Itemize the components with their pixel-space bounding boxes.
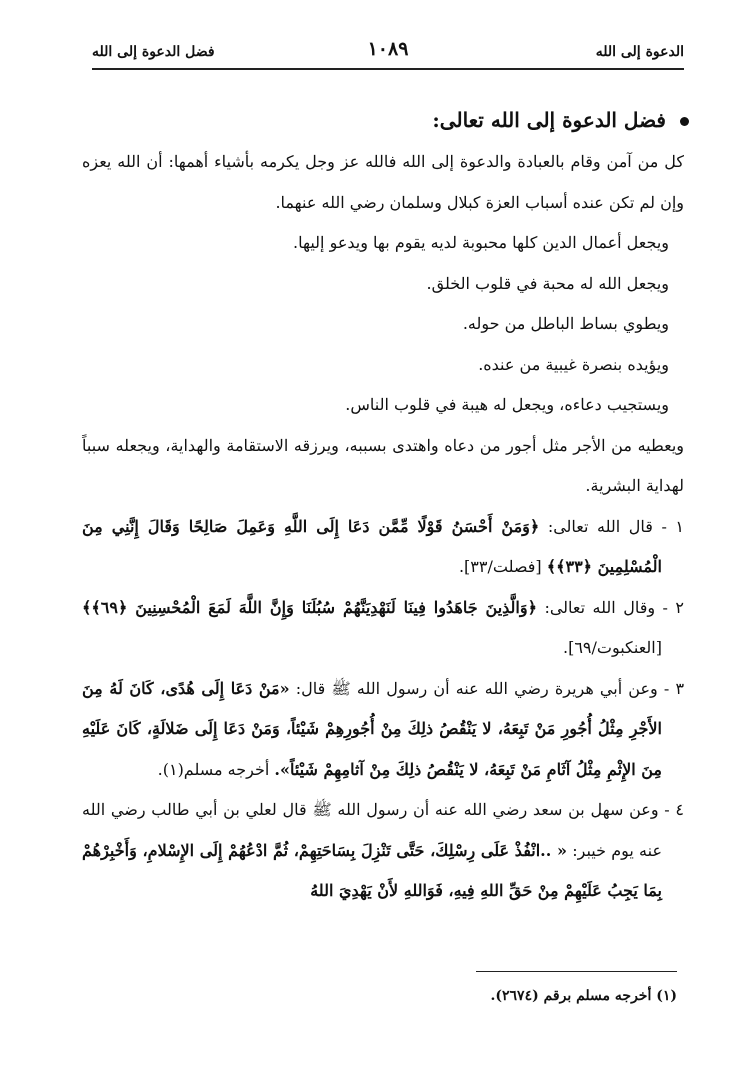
header-section-title: فضل الدعوة إلى الله <box>92 44 215 60</box>
page-number: ١٠٨٩ <box>367 38 409 60</box>
item-number: ٣ - <box>657 678 685 698</box>
list-item <box>82 588 684 669</box>
item-number: ٤ - <box>658 800 685 819</box>
list-item <box>82 669 684 791</box>
section-heading: فضل الدعوة إلى الله تعالى: <box>82 98 689 142</box>
paragraph: ويعطيه من الأجر مثل أجور من دعاه واهتدى بسببه، ويرزقه الاستقامة والهداية، ويجعله سبباً لهداية البشرية. <box>82 435 684 495</box>
header-rule <box>92 68 684 70</box>
paragraph: ويطوي بساط الباطل من حوله. <box>462 314 669 333</box>
item-reference: [العنكبوت/٦٩]. <box>562 638 662 657</box>
item-lead: قال الله تعالى: <box>539 516 653 536</box>
item-number: ١ - <box>652 516 685 536</box>
footnote: (١) أخرجه مسلم برقم (٢٦٧٤). <box>490 988 677 1004</box>
hadith-text: « ..انْفُذْ عَلَى رِسْلِكَ، حَتَّى تَنْزِلَ بِسَاحَتِهِمْ، ثُمَّ ادْعُهُمْ إِلَى الإِسْلامِ، وَأَخْبِرْهُمْ بِمَا يَجِبُ عَلَيْهِمْ مِنْ حَقِّ اللهِ فِيهِ، فَوَاللهِ لأَنْ يَهْدِيَ اللهُ <box>82 840 662 900</box>
list-item <box>82 790 684 912</box>
bullet-icon <box>680 117 689 126</box>
main-text <box>82 98 684 912</box>
item-lead: وعن أبي هريرة رضي الله عنه أن رسول الله ﷺ قال: <box>289 678 658 698</box>
item-reference: [فصلت/٣٣]. <box>458 557 547 576</box>
item-lead: وقال الله تعالى: <box>536 597 656 617</box>
hadith-text: «مَنْ دَعَا إِلَى هُدًى، كَانَ لَهُ مِنَ الأَجْرِ مِثْلُ أُجُورِ مَنْ تَبِعَهُ، لا يَنْقُصُ ذلِكَ مِنْ أُجُورِهِمْ شَيْئاً، وَمَنْ دَعَا إِلَى ضَلالَةٍ، كَانَ عَلَيْهِ مِنَ الإِثْمِ مِثْلُ آثَامِ مَنْ تَبِعَهُ، لا يَنْقُصُ ذلِكَ مِنْ آثامِهِمْ شَيْئاً». <box>82 678 662 779</box>
quran-verse: ﴿وَمَنْ أَحْسَنُ قَوْلًا مِّمَّن دَعَا إِلَى اللَّهِ وَعَمِلَ صَالِحًا وَقَالَ إِنَّنِي مِنَ الْمُسْلِمِينَ ﴿٣٣﴾﴾ <box>82 516 662 576</box>
item-number: ٢ - <box>655 597 684 617</box>
paragraph: كل من آمن وقام بالعبادة والدعوة إلى الله فالله عز وجل يكرمه بأشياء أهمها: أن الله يعزه وإن لم تكن عنده أسباب العزة كبلال وسلمان رضي الله عنهما. <box>82 152 684 212</box>
footnote-rule <box>476 971 677 972</box>
item-reference: أخرجه مسلم(١). <box>157 759 275 779</box>
quran-verse: ﴿وَالَّذِينَ جَاهَدُوا فِينَا لَنَهْدِيَنَّهُمْ سُبُلَنَا وَإِنَّ اللَّهَ لَمَعَ الْمُحْسِنِينَ ﴿٦٩﴾﴾ <box>82 597 537 617</box>
paragraph: ويجعل أعمال الدين كلها محبوبة لديه يقوم بها ويدعو إليها. <box>293 233 669 252</box>
paragraph: ويجعل الله له محبة في قلوب الخلق. <box>426 273 669 293</box>
header-book-title: الدعوة إلى الله <box>595 44 684 60</box>
item-lead: وعن سهل بن سعد رضي الله عنه أن رسول الله ﷺ قال لعلي بن أبي طالب رضي الله عنه يوم خيبر: <box>82 800 663 860</box>
running-header <box>92 38 684 68</box>
paragraph: ويستجيب دعاءه، ويجعل له هيبة في قلوب الناس. <box>345 395 669 414</box>
list-item <box>82 507 684 588</box>
paragraph: ويؤيده بنصرة غيبية من عنده. <box>478 354 669 374</box>
